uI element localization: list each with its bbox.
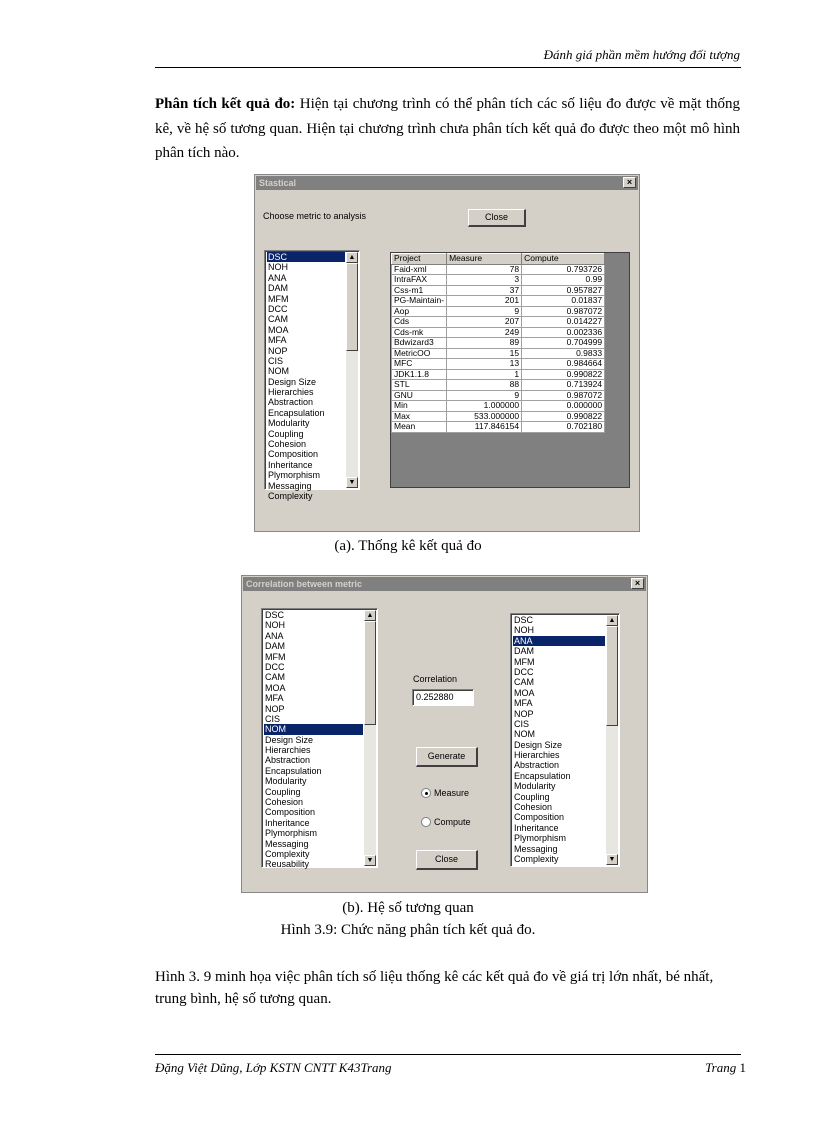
scroll-down-icon[interactable]: ▼	[606, 854, 618, 865]
list-item[interactable]: ANA	[268, 272, 287, 283]
corr-close-button[interactable]: Close	[416, 850, 478, 870]
list-item[interactable]: Messaging	[268, 480, 312, 491]
table-row[interactable]	[392, 306, 605, 317]
table-cell: Faid-xml	[392, 264, 447, 275]
list-item[interactable]: CAM	[514, 677, 534, 688]
figure-caption: Hình 3.9: Chức năng phân tích kết quả đo.	[280, 922, 536, 938]
scroll-thumb[interactable]	[346, 263, 358, 351]
list-item[interactable]: Complexity	[265, 848, 310, 859]
list-item[interactable]: Inheritance	[268, 459, 313, 470]
list-item[interactable]: Modularity	[514, 781, 556, 792]
list-item[interactable]: CIS	[265, 713, 281, 724]
list-item[interactable]: DAM	[268, 283, 288, 294]
list-item[interactable]: Messaging	[514, 843, 558, 854]
table-cell: 249	[447, 327, 522, 338]
table-row[interactable]	[392, 401, 605, 412]
table-cell: JDK1.1.8	[392, 369, 447, 380]
list-item[interactable]: NOP	[268, 345, 288, 356]
table-cell: 1	[447, 369, 522, 380]
column-header[interactable]: Project	[392, 254, 447, 265]
list-item[interactable]: Coupling	[268, 428, 304, 439]
header-rule	[155, 67, 741, 68]
list-item[interactable]: NOH	[265, 620, 285, 631]
list-item[interactable]: Design Size	[265, 734, 314, 745]
table-cell: GNU	[392, 390, 447, 401]
caption-a: (a). Thống kê kết quả đo	[334, 538, 482, 554]
list-item[interactable]: Encapsulation	[265, 765, 322, 776]
list-item[interactable]: Cohesion	[265, 797, 304, 808]
list-item[interactable]: Complexity	[514, 853, 559, 864]
list-item[interactable]: NOH	[514, 625, 534, 636]
scroll-up-icon[interactable]: ▲	[364, 610, 376, 621]
table-cell: 0.793726	[522, 264, 605, 275]
table-header-row	[392, 254, 605, 265]
table-row[interactable]	[392, 338, 605, 349]
table-cell: 0.990822	[522, 369, 605, 380]
list-item[interactable]: DCC	[514, 666, 534, 677]
scroll-up-icon[interactable]: ▲	[346, 252, 358, 263]
table-cell: 0.990822	[522, 411, 605, 422]
table-cell: 0.957827	[522, 285, 605, 296]
table-cell: IntraFAX	[392, 275, 447, 286]
table-cell: 89	[447, 338, 522, 349]
table-cell: 0.000000	[522, 401, 605, 412]
table-cell: 0.984664	[522, 359, 605, 370]
list-item[interactable]: CAM	[265, 672, 285, 683]
close-icon[interactable]: ×	[631, 578, 644, 589]
list-item[interactable]: DAM	[514, 646, 534, 657]
left-metric-items	[264, 610, 363, 870]
correlation-value-field[interactable]: 0.252880	[412, 689, 474, 706]
list-item[interactable]: Hierarchies	[514, 750, 560, 761]
list-item[interactable]: Abstraction	[265, 755, 311, 766]
table-row[interactable]	[392, 296, 605, 307]
right-metric-listbox[interactable]	[510, 613, 620, 867]
scrollbar[interactable]	[364, 610, 376, 866]
results-table	[391, 253, 605, 433]
table-cell: 0.704999	[522, 338, 605, 349]
table-cell: 15	[447, 348, 522, 359]
scroll-down-icon[interactable]: ▼	[346, 477, 358, 488]
list-item[interactable]: CIS	[514, 718, 530, 729]
list-item[interactable]: Modularity	[265, 776, 307, 787]
list-item[interactable]: DSC	[267, 252, 345, 262]
table-cell: 9	[447, 306, 522, 317]
scroll-thumb[interactable]	[364, 621, 376, 725]
list-item[interactable]: Messaging	[265, 838, 309, 849]
table-row[interactable]	[392, 411, 605, 422]
statistical-dialog	[254, 174, 640, 532]
scroll-up-icon[interactable]: ▲	[606, 615, 618, 626]
table-cell: 78	[447, 264, 522, 275]
column-header[interactable]: Compute	[522, 254, 605, 265]
list-item[interactable]: Inheritance	[265, 817, 310, 828]
list-item[interactable]: MFM	[268, 293, 289, 304]
table-cell: Max	[392, 411, 447, 422]
list-item[interactable]: MFA	[268, 335, 287, 346]
list-item[interactable]: NOP	[265, 703, 285, 714]
table-cell: 9	[447, 390, 522, 401]
list-item[interactable]: Coupling	[265, 786, 301, 797]
table-cell: Cds	[392, 317, 447, 328]
table-cell: Min	[392, 401, 447, 412]
compute-radio[interactable]	[421, 817, 431, 827]
list-item[interactable]: Coupling	[514, 791, 550, 802]
table-cell: 13	[447, 359, 522, 370]
table-cell: 201	[447, 296, 522, 307]
list-item[interactable]: ANA	[265, 630, 284, 641]
list-item[interactable]: MOA	[268, 324, 289, 335]
list-item[interactable]: Encapsulation	[268, 407, 325, 418]
table-cell: 0.002336	[522, 327, 605, 338]
statistical-titlebar	[256, 176, 638, 190]
list-item[interactable]: Abstraction	[514, 760, 560, 771]
table-cell: 3	[447, 275, 522, 286]
list-item[interactable]: NOH	[268, 262, 288, 273]
list-item[interactable]: Cohesion	[268, 439, 307, 450]
list-item[interactable]: Reusability	[265, 859, 310, 870]
table-cell: Bdwizard3	[392, 338, 447, 349]
left-metric-listbox[interactable]	[261, 608, 378, 868]
table-cell: 88	[447, 380, 522, 391]
footer-page-label: Trang	[705, 1060, 737, 1075]
table-cell: 0.014227	[522, 317, 605, 328]
table-row[interactable]	[392, 264, 605, 275]
list-item[interactable]: Plymorphism	[268, 470, 321, 481]
list-item[interactable]: CAM	[268, 314, 288, 325]
caption-b: (b). Hệ số tương quan	[342, 900, 474, 916]
intro-text: Hiện tại chương trình có thể phân tích các số liệu đo được về mặt thống kê, về hệ số tương quan. Hiện tại chương trình chưa phân tích kết quả đo được theo một mô hình phân tích nào.	[155, 96, 740, 161]
list-item[interactable]: MOA	[265, 682, 286, 693]
table-row[interactable]	[392, 359, 605, 370]
table-row[interactable]	[392, 327, 605, 338]
list-item[interactable]: MFA	[265, 693, 284, 704]
footer-rule	[155, 1054, 741, 1055]
list-item[interactable]: Composition	[265, 807, 316, 818]
scrollbar[interactable]	[346, 252, 358, 488]
table-cell: MetricOO	[392, 348, 447, 359]
table-cell: 0.702180	[522, 422, 605, 433]
list-item[interactable]: NOM	[514, 729, 535, 740]
intro-heading: Phân tích kết quả đo:	[155, 96, 296, 112]
scroll-down-icon[interactable]: ▼	[364, 855, 376, 866]
list-item[interactable]: Composition	[268, 449, 319, 460]
list-item[interactable]: DCC	[268, 303, 288, 314]
table-row[interactable]	[392, 369, 605, 380]
table-cell: 0.01837	[522, 296, 605, 307]
page-number: 1	[739, 1060, 746, 1075]
table-cell: Css-m1	[392, 285, 447, 296]
list-item[interactable]: CIS	[268, 355, 284, 366]
list-item[interactable]: Composition	[514, 812, 565, 823]
table-cell: 0.713924	[522, 380, 605, 391]
list-item[interactable]: Design Size	[268, 376, 317, 387]
intro-paragraph	[155, 92, 740, 166]
correlation-titlebar	[243, 577, 646, 591]
table-row[interactable]	[392, 380, 605, 391]
list-item[interactable]: MOA	[514, 687, 535, 698]
table-cell: 37	[447, 285, 522, 296]
footer-author: Đặng Việt Dũng, Lớp KSTN CNTT K43Trang	[155, 1060, 392, 1075]
table-cell: MFC	[392, 359, 447, 370]
generate-button[interactable]: Generate	[416, 747, 478, 767]
list-item[interactable]: DSC	[514, 615, 534, 625]
running-header: Đánh giá phần mềm hướng đối tượng	[543, 47, 740, 62]
compute-label: Compute	[434, 817, 471, 827]
list-item[interactable]: Encapsulation	[514, 770, 571, 781]
list-item[interactable]: Modularity	[268, 418, 310, 429]
correlation-dialog	[241, 575, 648, 893]
table-cell: PG-Maintain-	[392, 296, 447, 307]
table-cell: Aop	[392, 306, 447, 317]
table-cell: STL	[392, 380, 447, 391]
list-item[interactable]: MFM	[265, 651, 286, 662]
scroll-thumb[interactable]	[606, 626, 618, 726]
list-item[interactable]: DAM	[265, 641, 285, 652]
close-icon[interactable]: ×	[623, 177, 636, 188]
list-item[interactable]: NOM	[268, 366, 289, 377]
list-item[interactable]: Design Size	[514, 739, 563, 750]
table-cell: 1.000000	[447, 401, 522, 412]
scrollbar[interactable]	[606, 615, 618, 865]
list-item[interactable]: MFA	[514, 698, 533, 709]
table-cell: 0.987072	[522, 390, 605, 401]
table-cell: 533.000000	[447, 411, 522, 422]
table-row[interactable]	[392, 390, 605, 401]
list-item[interactable]: Cohesion	[514, 802, 553, 813]
measure-radio[interactable]	[421, 788, 431, 798]
summary-paragraph: Hình 3. 9 minh họa việc phân tích số liệu thống kê các kết quả đo về giá trị lớn nhất, bé nhất, trung bình, hệ số tương quan.	[155, 969, 714, 1007]
list-item[interactable]: ANA	[513, 636, 605, 646]
table-cell: 0.9833	[522, 348, 605, 359]
metric-listbox[interactable]	[264, 250, 360, 501]
table-cell: 0.99	[522, 275, 605, 286]
list-item[interactable]: MFM	[514, 656, 535, 667]
results-grid[interactable]	[390, 252, 630, 488]
list-item[interactable]: Complexity	[268, 490, 313, 501]
table-cell: Mean	[392, 422, 447, 433]
correlation-title: Correlation between metric	[246, 579, 363, 589]
list-item[interactable]: Hierarchies	[268, 387, 314, 398]
table-cell: 0.987072	[522, 306, 605, 317]
table-row[interactable]	[392, 348, 605, 359]
table-row[interactable]	[392, 285, 605, 296]
footer-page	[600, 1060, 746, 1076]
table-row[interactable]	[392, 275, 605, 286]
list-item[interactable]: DSC	[265, 610, 285, 620]
list-item[interactable]: Inheritance	[514, 822, 559, 833]
choose-metric-label: Choose metric to analysis	[263, 211, 367, 221]
list-item[interactable]: Hierarchies	[265, 745, 311, 756]
stat-close-button[interactable]: Close	[468, 209, 526, 227]
table-row[interactable]	[392, 317, 605, 328]
metric-items	[267, 252, 345, 501]
list-item[interactable]: Abstraction	[268, 397, 314, 408]
list-item[interactable]: Plymorphism	[265, 828, 318, 839]
table-cell: 117.846154	[447, 422, 522, 433]
table-cell: Cds-mk	[392, 327, 447, 338]
measure-label: Measure	[434, 788, 470, 798]
list-item[interactable]: DCC	[265, 661, 285, 672]
right-metric-items	[513, 615, 605, 864]
column-header[interactable]: Measure	[447, 254, 522, 265]
table-cell: 207	[447, 317, 522, 328]
list-item[interactable]: NOM	[264, 724, 363, 734]
list-item[interactable]: NOP	[514, 708, 534, 719]
correlation-label: Correlation	[413, 674, 458, 684]
table-row[interactable]	[392, 422, 605, 433]
statistical-title: Stastical	[259, 178, 297, 188]
list-item[interactable]: Plymorphism	[514, 833, 567, 844]
